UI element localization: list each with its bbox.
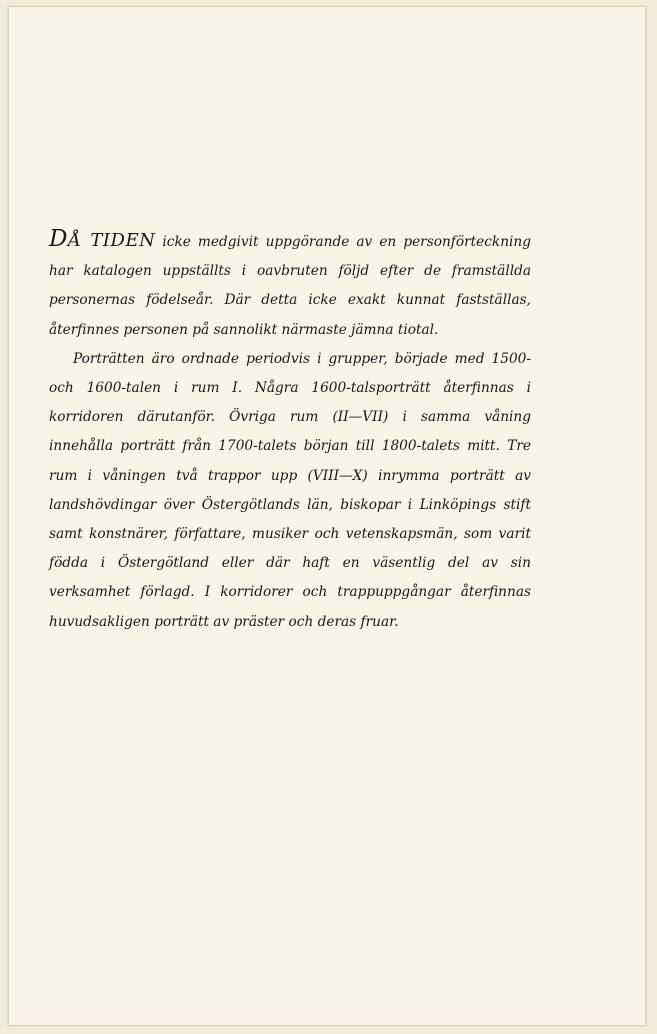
body-text: [49, 225, 531, 637]
intro-paragraph: [49, 225, 531, 345]
lead-initial: D: [49, 226, 68, 252]
lead-caps: [49, 226, 156, 252]
document-page: [8, 6, 646, 1026]
body-paragraph: Porträtten äro ordnade periodvis i grupper, började med 1500- och 1600-talen i rum I. Några 1600-talsporträtt återfinnas i korridoren därutanför. Övriga rum (II—VII) i samma våning innehålla porträtt från 1700-talets början till 1800-talets mitt. Tre rum i våningen två trappor upp (VIII—X) inrymma porträtt av landshövdingar över Östergötlands län, biskopar i Linköpings stift samt konstnärer, författare, musiker och vetenskapsmän, som varit födda i Östergötland eller där haft en väsentlig del av sin verksamhet förlagd. I korridorer och trappuppgångar återfinnas huvudsakligen porträtt av präster och deras fruar.: [49, 350, 531, 630]
lead-caps-text: Å TIDEN: [67, 230, 156, 251]
intro-text: icke medgivit uppgörande av en personförteckning har katalogen uppställts i oavbruten följd efter de framställda personernas födelseår. Där detta icke exakt kunnat fastställas, återfinnes personen på sannolikt närmaste jämna tiotal.: [49, 234, 531, 338]
